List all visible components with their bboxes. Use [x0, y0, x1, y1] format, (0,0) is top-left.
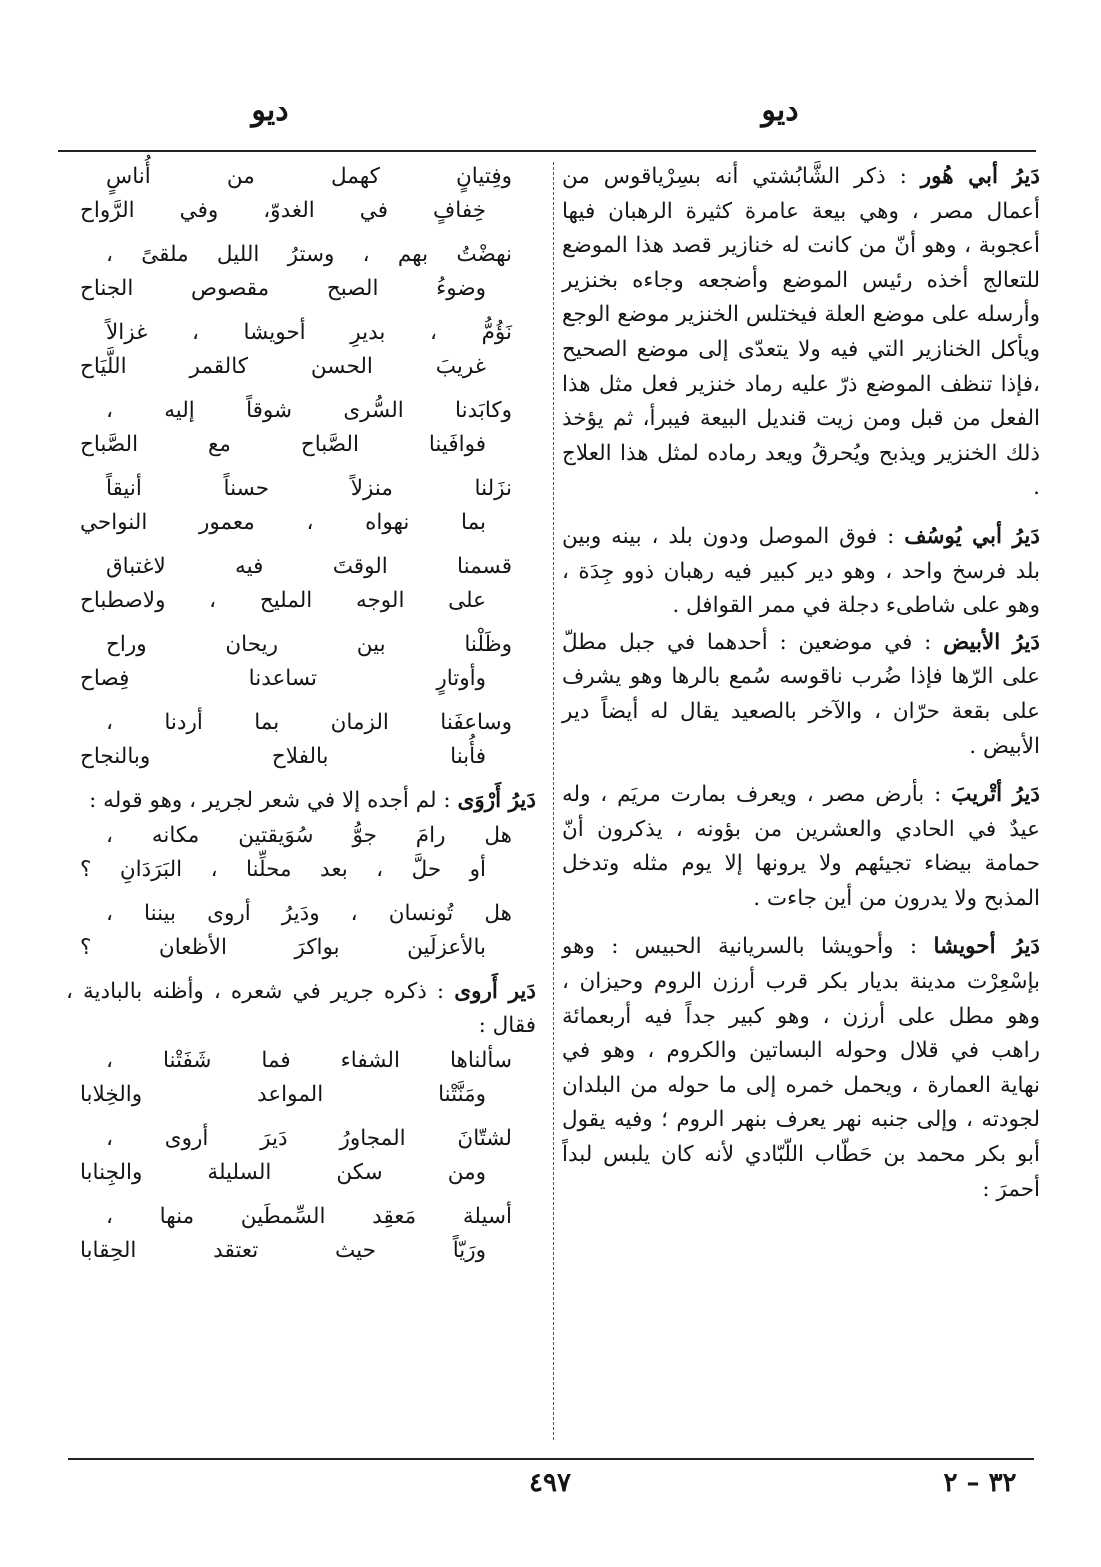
top-rule — [58, 150, 1036, 152]
entry-heading: دَيرُ أتْريبَ — [951, 782, 1040, 808]
left-column — [66, 160, 536, 1278]
entry-dayr-ahwisha — [562, 930, 1040, 1207]
verse — [66, 897, 536, 965]
verse-first-half: نزَلنا منزلاً حسناً أنيقاً — [106, 476, 512, 501]
verse-second-half: بما نهواه ، معمور النواحي — [80, 510, 486, 535]
poem-jarir-1 — [66, 819, 536, 965]
entry-heading: دَيرُ أَرْوَى — [457, 788, 536, 813]
entry-text: : فوق الموصل ودون بلد ، بينه وبين بلد فرسخ واحد ، وهو دير كبير فيه رهبان ذوو جِدَة ، وهو على شاطىء دجلة في ممر القوافل . — [562, 523, 1040, 619]
bottom-rule — [68, 1458, 1034, 1460]
verse — [66, 394, 536, 462]
verse — [66, 472, 536, 540]
verse — [66, 1200, 536, 1268]
verse-first-half: هل تُونسان ، ودَيرُ أروى بيننا ، — [106, 900, 512, 926]
verse — [66, 628, 536, 696]
verse-first-half: وظَلْنا بين ريحان وراح — [106, 632, 512, 657]
verse — [66, 160, 536, 228]
verse — [66, 238, 536, 306]
entry-dayr-abi-yusuf — [562, 520, 1040, 624]
verse-first-half: هل رامَ جوُّ سُوَيقتين مكانه ، — [106, 822, 512, 848]
entry-text: : ذكره جرير في شعره ، وأظنه بالبادية ، فقال : — [66, 978, 536, 1039]
entry-heading: دَيرُ أحويشا — [933, 934, 1040, 960]
verse-second-half: وأوتارٍ تساعدنا فِصاح — [80, 666, 486, 691]
verse-second-half: بالأعزلَين بواكرَ الأظعان ؟ — [80, 934, 486, 960]
verse-second-half: أو حلَّ ، بعد محلِّنا ، البَرَدَانِ ؟ — [80, 856, 486, 882]
header-word-left: ديو — [251, 93, 289, 128]
header-word-right: ديو — [761, 93, 799, 128]
entry-text: : وأحويشا بالسريانية الحبيس : وهو بإسْعِرْت مدينة بديار بكر قرب أرزن الروم وحيزان ، وهو مطل على أرزن ، وهو كبير جداً فيه أربعمائة راهب في قلال وحوله البساتين والكروم ، وهو في نهاية العمارة ، ويحمل خمره إلى ما حوله من البلدان لجودته ، وإلى جنبه نهر يعرف بنهر الروم ؛ وفيه يقول أبو بكر محمد بن حَطّاب اللّبّادي لأنه كان يلبس لبداً أحمرَ : — [562, 934, 1040, 1202]
verse-first-half: لشتّانَ المجاورُ دَيرَ أروى ، — [106, 1125, 512, 1151]
entry-text: : لم أجده إلا في شعر لجرير ، وهو قوله : — [89, 788, 451, 813]
verse-second-half: فأُبنا بالفلاح وبالنجاح — [80, 744, 486, 769]
verse-first-half: وفِتيانٍ كهمل من أُناسٍ — [106, 164, 512, 189]
entry-dayr-al-abyad — [562, 626, 1040, 764]
entry-dayr-abi-hur — [562, 160, 1040, 506]
page-number: ٤٩٧ — [529, 1468, 571, 1498]
entry-text: : ذكر الشَّابُشتي أنه بسِرْياقوس من أعمال مصر ، وهي بيعة عامرة كثيرة الرهبان فيها أعجوبة ، وهو أنّ من كانت له خنازير قصد هذا الموضع للتعالج أخذه رئيس الموضع وأضجعه وجاءه بخنزير وأرسله على موضع العلة فيختلس الخنزير موضع الوجع ويأكل الخنازير التي فيه ولا يتعدّى إلى موضع الصحيح ،فإذا تنظف الموضع ذرّ عليه رماد خنزير فعل مثل هذا الفعل من قبل ومن زيت قنديل البيعة فيبرأ، ثم يؤخذ ذلك الخنزير ويذبح ويُحرقُ ويعد رماده لمثل هذا العلاج . — [562, 164, 1040, 501]
column-divider — [553, 162, 554, 1440]
verse — [66, 1122, 536, 1190]
verse-second-half: ومَنَّتْنا المواعد والخِلابا — [80, 1081, 486, 1107]
entry-heading: دَيرُ الأبيض — [943, 629, 1040, 655]
verse-second-half: فوافَينا الصَّباح مع الصَّباح — [80, 432, 486, 457]
entry-text: : بأرض مصر ، ويعرف بمارت مريَم ، وله عيدٌ في الحادي والعشرين من بؤونه ، يذكرون أنّ حمامة بيضاء تجيئهم ولا يرونها إلا يوم مثله وتدخل المذبح ولا يدرون من أين جاءت . — [562, 782, 1040, 911]
verse — [66, 316, 536, 384]
verse-second-half: خِفافٍ في الغدوّ، وفي الرَّواح — [80, 198, 486, 223]
verse-first-half: وساعفَنا الزمان بما أردنا ، — [106, 710, 512, 735]
verse-first-half: وكابَدنا السُّرى شوقاً إليه ، — [106, 398, 512, 423]
entry-dayr-arwa-2 — [66, 975, 536, 1044]
verse — [66, 1044, 536, 1112]
verse-second-half: ورَيّاً حيث تعتقد الحِقابا — [80, 1237, 486, 1263]
verse-second-half: ومن سكن السليلة والجِنابا — [80, 1159, 486, 1185]
verse-second-half: غريبَ الحسن كالقمر اللَّيَاح — [80, 354, 486, 379]
verse-second-half: وضوءُ الصبح مقصوص الجناح — [80, 276, 486, 301]
signature-mark: ٣٢ – ٢ — [943, 1468, 1017, 1498]
verse-first-half: نهضْتُ بهم ، وسترُ الليل ملقىً ، — [106, 242, 512, 267]
poem-ahwisha — [66, 160, 536, 774]
entry-heading: دَيرُ أبي يُوسُف — [904, 523, 1040, 549]
verse-second-half: على الوجه المليح ، ولاصطباح — [80, 588, 486, 613]
poem-jarir-2 — [66, 1044, 536, 1268]
verse — [66, 550, 536, 618]
entry-dayr-arwa — [66, 784, 536, 819]
verse-first-half: أسيلة مَعقِد السِّمطَين منها ، — [106, 1203, 512, 1229]
right-column — [562, 160, 1040, 1207]
verse-first-half: سألناها الشفاء فما شَفَتْنا ، — [106, 1047, 512, 1073]
entry-heading: دَيرُ أبي هُور — [920, 164, 1040, 189]
entry-heading: دَير أَروى — [454, 978, 536, 1004]
verse — [66, 819, 536, 887]
verse-first-half: قسمنا الوقتَ فيه لاغتباق — [106, 554, 512, 579]
verse-first-half: نَؤُمُّ ، بديرِ أحويشا ، غزالاً — [106, 320, 512, 345]
verse — [66, 706, 536, 774]
entry-text: : في موضعين : أحدهما في جبل مطلّ على الرّها فإذا ضُرب ناقوسه سُمع بالرها وهو يشرف على بقعة حرّان ، والآخر بالصعيد يقال له أيضاً دير الأبيض . — [562, 629, 1040, 759]
entry-dayr-atrib — [562, 778, 1040, 916]
